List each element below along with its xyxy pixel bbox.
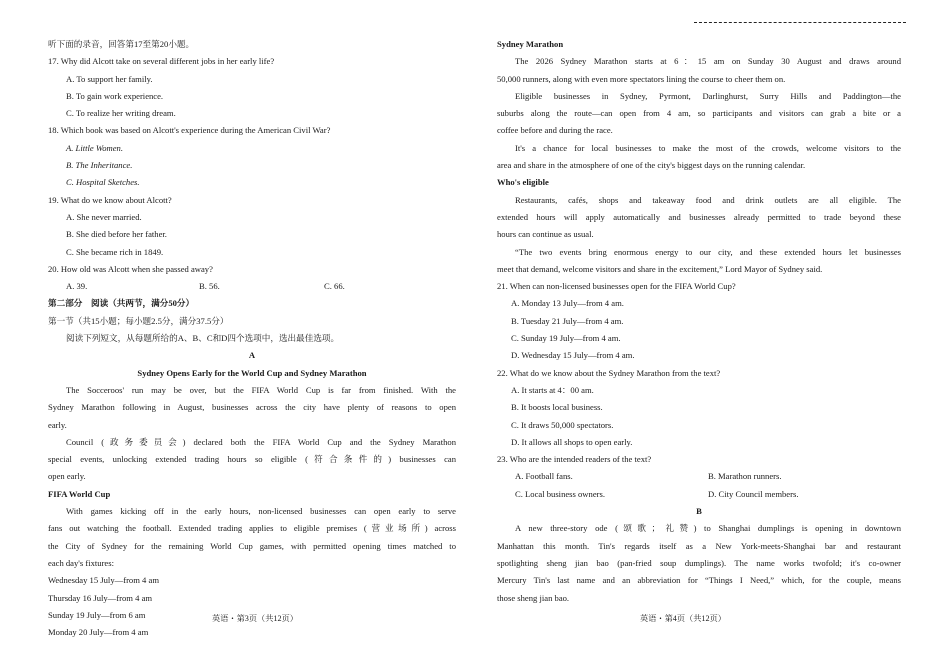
section1-instruction: 阅读下列短文，从每题所给的A、B、C和D四个选项中，选出最佳选项。 [66,333,340,344]
question-23-stem: 23. Who are the intended readers of the text? [497,454,652,465]
fifa-heading: FIFA World Cup [48,488,111,499]
question-19-option-a: A. She never married. [66,211,142,222]
footer-page-3: 英语・第3页（共12页） [212,614,298,623]
question-17-option-c: C. To realize her writing dream. [66,108,176,119]
question-23-options-row2 [497,486,901,503]
marathon-para2-line3: coffee before and during the race. [497,125,613,136]
marathon-para1-line1: The 2026 Sydney Marathon starts at 6：15 am on Sunday 30 August and draws around [515,56,901,67]
eligible-para4-line3: hours can continue as usual. [497,229,594,240]
question-22-option-c: C. It draws 50,000 spectators. [511,419,614,430]
fixture-line: Monday 20 July—from 4 am [48,627,149,638]
question-20-stem: 20. How old was Alcott when she passed away? [48,263,213,274]
question-17-option-b: B. To gain work experience. [66,90,164,101]
passage-b-line5: those sheng jian bao. [497,592,570,603]
passage-b-line2: Manhattan this month. Tin's regards itself as a New York-meets-Shanghai bar and restaurant [497,540,901,551]
question-20-options [48,278,456,295]
question-21-stem: 21. When can non-licensed businesses open for the FIFA World Cup? [497,281,736,292]
right-column [497,36,901,607]
marathon-para2-line2: suburbs along the route—can open from 4 am, so participants and visitors can grab a bite or a [497,108,901,119]
question-22-stem: 22. What do we know about the Sydney Marathon from the text? [497,367,721,378]
question-18-option-b: B. The Inheritance. [66,160,133,171]
eligible-para5-line2: meet that demand, welcome visitors and share in the excitement,” Lord Mayor of Sydney said. [497,263,823,274]
header-dashed-rule [694,22,906,23]
question-22-option-a: A. It starts at 4：00 am. [511,384,594,395]
marathon-para3-line2: area and share in the atmosphere of one of the city's biggest days on the running calendar. [497,160,806,171]
passage-a-para2-line2: special events, unlocking extended trading hours so eligible (符合条件的) businesses can [48,454,456,465]
passage-a-para1-line1: The Socceroos' run may be over, but the FIFA World Cup is far from finished. With the [66,384,456,395]
passage-a-title: Sydney Opens Early for the World Cup and Sydney Marathon [137,367,367,378]
question-23-option-c: C. Local business owners. [515,488,605,499]
question-17-option-a: A. To support her family. [66,73,153,84]
passage-a-para1-line3: early. [48,419,67,430]
marathon-heading: Sydney Marathon [497,39,564,49]
passage-b-letter: B [696,506,702,517]
section1-title: 第一节（共15小题；每小题2.5分，满分37.5分） [48,315,229,326]
passage-a-para2-line3: open early. [48,471,86,482]
question-21-option-c: C. Sunday 19 July—from 4 am. [511,333,621,344]
question-19-option-c: C. She became rich in 1849. [66,246,164,257]
question-22-option-b: B. It boosts local business. [511,402,603,413]
passage-b-line3: spotlighting sheng jian bao (pan-fried soup dumplings). The name works twofold; it's co-owner [497,557,901,568]
fixture-line: Wednesday 15 July—from 4 am [48,575,160,586]
marathon-para1-line2: 50,000 runners, along with even more spectators lining the course to cheer them on. [497,73,786,84]
eligible-para4-line1: Restaurants, cafés, shops and takeaway food and drink outlets are all eligible. The [515,194,901,205]
question-23-option-d: D. City Council members. [708,488,799,499]
question-23-options-row1 [497,468,901,485]
passage-a-para3-line4: each day's fixtures: [48,557,114,568]
passage-a-para3-line3: the City of Sydney for the remaining World Cup games, with permitted opening times matched to [48,540,456,551]
question-20-option-b: B. 56. [199,281,220,292]
passage-a-para1-line2: Sydney Marathon following in August, businesses across the city have plenty of reasons to open [48,402,456,413]
fixture-line: Sunday 19 July—from 6 am [48,609,146,620]
passage-b-line1: A new three-story ode (颂歌；礼赞) to Shanghai dumplings is opening in downtown [515,523,901,534]
question-18-stem: 18. Which book was based on Alcott's experience during the American Civil War? [48,125,331,136]
question-19-option-b: B. She died before her father. [66,229,167,240]
left-column [48,36,456,641]
passage-a-letter: A [248,350,256,361]
fixture-line: Thursday 16 July—from 4 am [48,592,153,603]
question-18-option-a: A. Little Women. [66,142,123,153]
passage-a-para3-line2: fans out watching the football. Extended trading applies to eligible premises (营业场所) across [48,523,456,534]
marathon-para3-line1: It's a chance for local businesses to make the most of the crowds, welcome visitors to the [515,142,901,153]
eligible-para5-line1: “The two events bring enormous energy to our city, and these extended hours let businesses [515,246,901,257]
footer-page-4: 英语・第4页（共12页） [640,614,726,623]
passage-b-line4: Mercury Tin's last name and an abbreviation for “Things I Need,” which, for the couple, means [497,575,901,586]
question-19-stem: 19. What do we know about Alcott? [48,194,172,205]
passage-a-para2-line1: Council (政务委员会) declared both the FIFA World Cup and the Sydney Marathon [66,436,456,447]
eligible-heading: Who's eligible [497,177,549,188]
marathon-para2-line1: Eligible businesses in Sydney, Pyrmont, Darlinghurst, Surry Hills and Paddington—the [515,90,901,101]
part2-title: 第二部分 阅读（共两节，满分50分） [48,298,195,309]
question-21-option-d: D. Wednesday 15 July—from 4 am. [511,350,635,361]
question-20-option-c: C. 66. [324,281,345,292]
question-20-option-a: A. 39. [66,281,88,292]
question-23-option-b: B. Marathon runners. [708,471,782,482]
question-18-option-c: C. Hospital Sketches. [66,177,140,188]
question-17-stem: 17. Why did Alcott take on several different jobs in her early life? [48,56,275,67]
question-23-option-a: A. Football fans. [515,471,573,482]
eligible-para4-line2: extended hours will apply automatically and businesses already permitted to trade beyond these [497,211,901,222]
listening-instruction: 听下面的录音，回答第17至第20小题。 [48,39,195,49]
passage-a-para3-line1: With games kicking off in the early hours, non-licensed businesses can open early to serve [66,506,456,517]
question-21-option-a: A. Monday 13 July—from 4 am. [511,298,624,309]
question-21-option-b: B. Tuesday 21 July—from 4 am. [511,315,624,326]
question-22-option-d: D. It allows all shops to open early. [511,436,633,447]
